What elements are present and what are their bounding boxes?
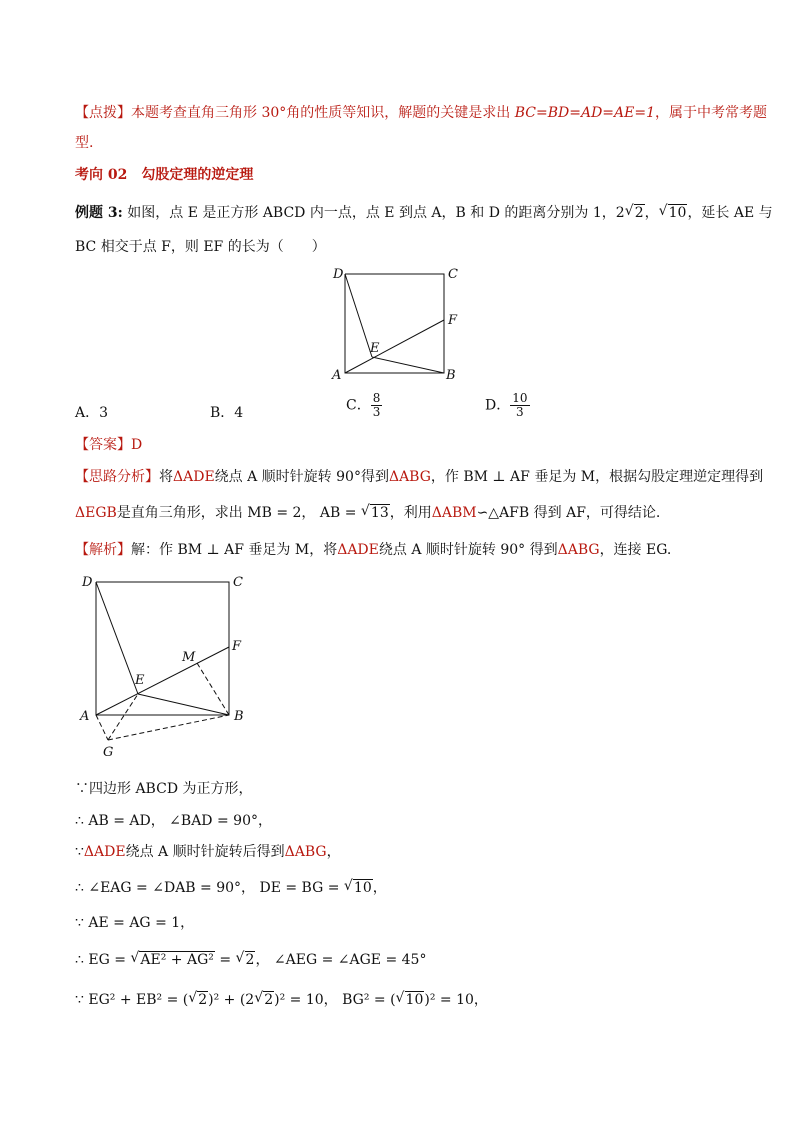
step-3-text: 绕点 A 顺时针旋转后得到 <box>125 844 285 860</box>
step-7-sqrt-3: √ 10 <box>395 990 424 1008</box>
option-c-fraction: $\frac{8}{3}$ <box>372 391 381 419</box>
analysis-text: ∽△AFB 得到 AF，可得结论. <box>476 505 661 521</box>
tip-label: 【点拨】 <box>75 105 131 121</box>
step-1: ∵四边形 ABCD 为正方形， <box>75 781 253 797</box>
analysis-tri-abg: ΔABG <box>388 469 431 485</box>
square-1-outline <box>345 274 444 373</box>
tip-text-2: ，属于中考常考题 <box>655 105 767 121</box>
step-3-tri-ade: ΔADE <box>83 844 126 860</box>
tip-key: BC=BD=AD=AE=1 <box>514 105 655 121</box>
option-c <box>346 392 382 419</box>
step-4-sqrt: √ 10 <box>343 878 372 896</box>
step-4 <box>75 879 387 897</box>
answer-label: 【答案】 <box>75 437 131 453</box>
example-text-b: ，延长 AE 与 <box>687 205 773 221</box>
figure-square-2 <box>72 570 262 764</box>
fig1-label-d: D <box>333 267 344 282</box>
solution-text: ，连接 EG. <box>599 542 672 558</box>
analysis-text: 将 <box>159 469 173 485</box>
analysis-tri-abm: ΔABM <box>431 505 477 521</box>
option-a: A．3 <box>75 405 109 421</box>
step-4-text: ∴ ∠EAG = ∠DAB = 90°， DE = BG = <box>75 880 344 896</box>
example-text-a: 如图，点 E 是正方形 ABCD 内一点，点 E 到点 A，B 和 D 的距离分别为 1， <box>122 205 616 221</box>
analysis-line-2 <box>75 504 660 522</box>
fig1-label-a: A <box>332 368 342 383</box>
example-line-2: BC 相交于点 F，则 EF 的长为（ ） <box>75 239 326 255</box>
step-3 <box>75 843 341 861</box>
step-6-sqrt: √ AE² + AG² <box>130 950 214 968</box>
step-5: ∵ AE = AG = 1， <box>75 915 195 931</box>
step-7-text: )² = 10， BG² = ( <box>274 992 396 1008</box>
step-7-text: )² + (2 <box>208 992 255 1008</box>
step-6-text: = <box>214 952 236 968</box>
step-6-sqrt-2: √ 2 <box>235 950 255 968</box>
analysis-sqrt-13: √ 13 <box>360 503 389 521</box>
tip-text-3: 型. <box>75 135 94 151</box>
example-label: 例题 3: <box>75 205 123 221</box>
option-b: B．4 <box>210 405 244 421</box>
option-c-prefix: C． <box>346 397 371 414</box>
analysis-tri-ade: ΔADE <box>173 469 215 485</box>
fig1-label-f: F <box>448 313 458 328</box>
fig2-label-g: G <box>103 745 114 760</box>
step-3-text: ∵ <box>75 844 84 860</box>
analysis-text: ，作 BM ⊥ AF 垂足为 M，根据勾股定理逆定理得到 <box>430 469 764 485</box>
analysis-text: ，利用 <box>389 505 432 521</box>
analysis-line-1 <box>75 468 763 486</box>
fig2-label-a: A <box>80 709 90 724</box>
answer-value: D <box>131 437 143 453</box>
solution-line <box>75 541 671 559</box>
step-6 <box>75 951 426 969</box>
step-6-text: ∴ EG = <box>75 952 131 968</box>
step-6-text: ， ∠AEG = ∠AGE = 45° <box>255 952 427 968</box>
analysis-label: 【思路分析】 <box>75 469 159 485</box>
square-2-outline <box>96 582 229 715</box>
solution-tri-abg: ΔABG <box>557 542 600 558</box>
step-4-text: ， <box>372 880 387 896</box>
fig1-label-e: E <box>370 341 380 356</box>
option-d-prefix: D． <box>485 397 511 414</box>
fig2-label-c: C <box>233 575 243 590</box>
step-3-tri-abg: ΔABG <box>284 844 327 860</box>
fig2-label-d: D <box>82 575 93 590</box>
step-7-text: ∵ EG² + EB² = ( <box>75 992 189 1008</box>
step-2: ∴ AB = AD， ∠BAD = 90°， <box>75 813 272 829</box>
step-7-text: )² = 10， <box>424 992 488 1008</box>
fig1-label-c: C <box>448 267 458 282</box>
fig1-label-b: B <box>446 368 456 383</box>
solution-tri-ade: ΔADE <box>337 542 379 558</box>
solution-text: 绕点 A 顺时针旋转 90° 得到 <box>378 542 558 558</box>
answer-line <box>75 436 142 454</box>
step-3-text: ， <box>326 844 341 860</box>
step-7 <box>75 991 488 1009</box>
example-sqrt-10: √ 10 <box>658 203 687 221</box>
step-7-sqrt-2: √ 2 <box>254 990 274 1008</box>
tip-line-1 <box>75 104 767 122</box>
tip-line-2 <box>75 134 93 152</box>
section-title: 考向 02 勾股定理的逆定理 <box>75 167 254 183</box>
solution-label: 【解析】 <box>75 542 131 558</box>
example-two: 2 <box>615 205 625 221</box>
option-d-fraction: $\frac{10}{3}$ <box>512 391 528 419</box>
analysis-tri-egb: ΔEGB <box>75 505 117 521</box>
fig2-label-f: F <box>232 639 242 654</box>
example-sep: ， <box>644 205 659 221</box>
analysis-text: 是直角三角形，求出 MB = 2， AB = <box>116 505 361 521</box>
figure-square-1 <box>325 262 465 386</box>
option-d <box>485 392 530 419</box>
fig2-label-m: M <box>182 650 196 665</box>
fig2-label-b: B <box>234 709 244 724</box>
example-sqrt-2: √ 2 <box>624 203 644 221</box>
fig2-label-e: E <box>135 673 145 688</box>
step-7-sqrt-1: √ 2 <box>188 990 208 1008</box>
example-line-1 <box>75 204 773 222</box>
solution-text: 解：作 BM ⊥ AF 垂足为 M，将 <box>131 542 338 558</box>
tip-text: 本题考查直角三角形 30°角的性质等知识，解题的关键是求出 <box>131 105 515 121</box>
analysis-text: 绕点 A 顺时针旋转 90°得到 <box>214 469 389 485</box>
